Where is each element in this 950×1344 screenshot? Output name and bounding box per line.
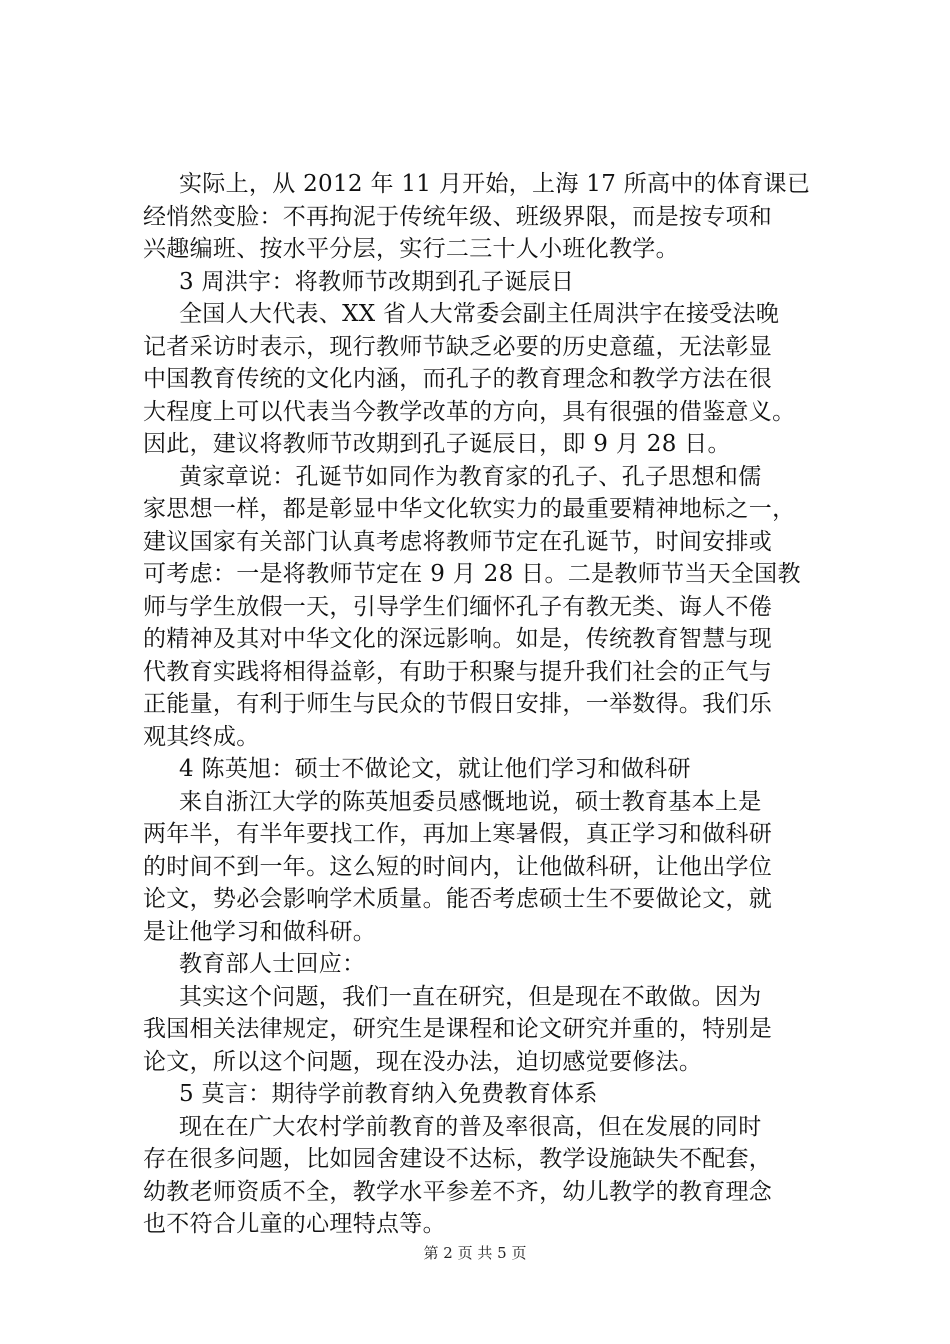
text-line: 是让他学习和做科研。 — [143, 918, 376, 945]
text-line: 大程度上可以代表当今教学改革的方向，具有很强的借鉴意义。 — [143, 398, 796, 425]
text-line: 经悄然变脸：不再拘泥于传统年级、班级界限，而是按专项和 — [143, 203, 773, 230]
paragraph — [143, 981, 835, 1079]
document-body — [143, 168, 835, 1241]
text-line: 师与学生放假一天，引导学生们缅怀孔子有教无类、诲人不倦 — [143, 593, 773, 620]
text-line: 来自浙江大学的陈英旭委员感慨地说，硕士教育基本上是 — [179, 788, 762, 815]
text-line: 观其终成。 — [143, 723, 260, 750]
text-line: 实际上，从 2012 年 11 月开始，上海 17 所高中的体育课已 — [179, 171, 811, 197]
text-line: 也不符合儿童的心理特点等。 — [143, 1211, 446, 1237]
text-line: 建议国家有关部门认真考虑将教师节定在孔诞节，时间安排或 — [143, 528, 773, 555]
text-line: 我国相关法律规定，研究生是课程和论文研究并重的，特别是 — [143, 1016, 773, 1042]
text-line: 其实这个问题，我们一直在研究，但是现在不敢做。因为 — [179, 983, 762, 1010]
text-line: 记者采访时表示，现行教师节缺乏必要的历史意蕴，无法彰显 — [143, 333, 773, 360]
section-heading — [143, 1078, 835, 1111]
text-line: 论文，所以这个问题，现在没办法，迫切感觉要修法。 — [143, 1048, 703, 1075]
paragraph — [143, 1111, 835, 1241]
text-line: 两年半，有半年要找工作，再加上寒暑假，真正学习和做科研 — [143, 821, 773, 847]
text-line: 幼教老师资质不全，教学水平参差不齐，幼儿教学的教育理念 — [143, 1178, 773, 1205]
text-line: 正能量，有利于师生与民众的节假日安排，一举数得。我们乐 — [143, 691, 773, 717]
paragraph — [143, 461, 835, 754]
text-line: 中国教育传统的文化内涵，而孔子的教育理念和教学方法在很 — [143, 366, 773, 392]
page-footer: 第 2 页 共 5 页 — [423, 1244, 527, 1262]
text-line: 因此，建议将教师节改期到孔子诞辰日，即 9 月 28 日。 — [143, 431, 731, 457]
text-line: 可考虑：一是将教师节定在 9 月 28 日。二是教师节当天全国教 — [143, 561, 801, 587]
text-line: 兴趣编班、按水平分层，实行二三十人小班化教学。 — [143, 236, 679, 262]
text-line: 论文，势必会影响学术质量。能否考虑硕士生不要做论文，就 — [143, 886, 773, 912]
section-heading — [143, 753, 835, 786]
text-line: 的时间不到一年。这么短的时间内，让他做科研，让他出学位 — [143, 853, 773, 880]
text-line: 的精神及其对中华文化的深远影响。如是，传统教育智慧与现 — [143, 626, 773, 652]
paragraph — [143, 948, 835, 981]
text-line: 教育部人士回应： — [179, 951, 366, 977]
text-line: 4 陈英旭：硕士不做论文，就让他们学习和做科研 — [179, 756, 691, 782]
text-line: 存在很多问题，比如园舍建设不达标，教学设施缺失不配套， — [143, 1146, 773, 1172]
text-line: 家思想一样，都是彰显中华文化软实力的最重要精神地标之一， — [143, 496, 796, 522]
text-line: 现在在广大农村学前教育的普及率很高，但在发展的同时 — [179, 1113, 762, 1140]
paragraph — [143, 786, 835, 949]
text-line: 代教育实践将相得益彰，有助于积聚与提升我们社会的正气与 — [143, 658, 773, 685]
text-line: 3 周洪宇：将教师节改期到孔子诞辰日 — [179, 268, 575, 295]
paragraph — [143, 298, 835, 461]
text-line: 5 莫言：期待学前教育纳入免费教育体系 — [179, 1081, 598, 1107]
section-heading — [143, 266, 835, 299]
paragraph — [143, 168, 835, 266]
text-line: 黄家章说：孔诞节如同作为教育家的孔子、孔子思想和儒 — [179, 463, 762, 490]
text-line: 全国人大代表、XX 省人大常委会副主任周洪宇在接受法晚 — [179, 301, 780, 327]
